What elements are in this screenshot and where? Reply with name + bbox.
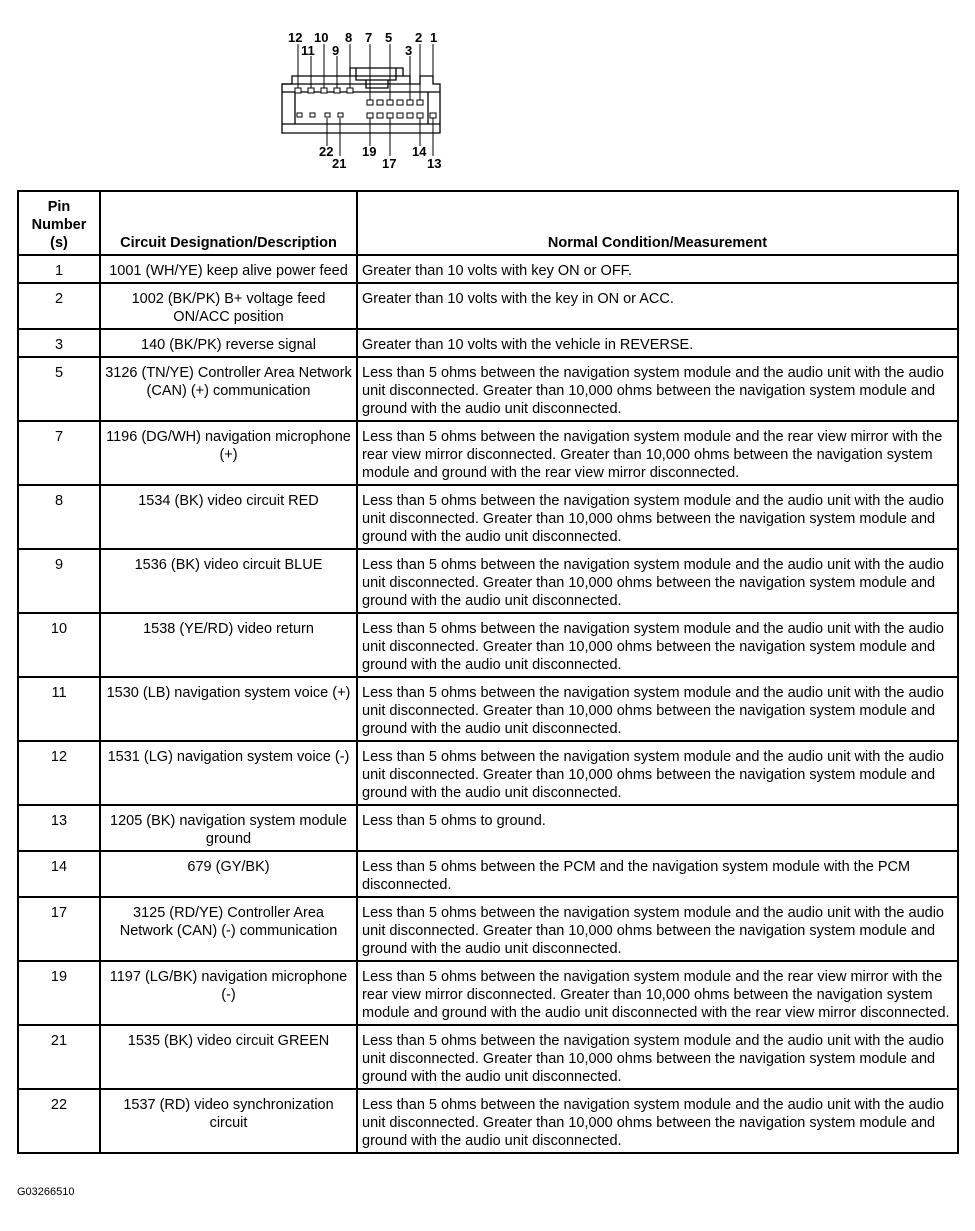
table-row (18, 485, 958, 549)
circuit-cell: 1196 (DG/WH) navigation microphone (+) (100, 421, 357, 485)
pin-cell: 19 (18, 961, 100, 1025)
pin-cell: 10 (18, 613, 100, 677)
table-row (18, 961, 958, 1025)
pin-cell: 22 (18, 1089, 100, 1153)
condition-cell: Less than 5 ohms between the navigation system module and the rear view mirror with the rear view mirror disconnected. Greater than 10,000 ohms between the navigation system module and ground with the rear view mirror disconnected. (357, 421, 958, 485)
condition-cell: Less than 5 ohms between the navigation system module and the audio unit with the audio unit disconnected. Greater than 10,000 ohms between the navigation system module and ground with the audio unit disconnected. (357, 741, 958, 805)
circuit-cell: 1537 (RD) video synchronization circuit (100, 1089, 357, 1153)
pin-label: 17 (382, 156, 397, 171)
pin-cell: 11 (18, 677, 100, 741)
table-row (18, 549, 958, 613)
pin-cell: 17 (18, 897, 100, 961)
pin-label: 3 (405, 43, 413, 58)
pin-cell: 14 (18, 851, 100, 897)
pin-label: 10 (314, 30, 329, 45)
pin-cell: 1 (18, 255, 100, 283)
condition-cell: Less than 5 ohms between the PCM and the navigation system module with the PCM disconnected. (357, 851, 958, 897)
circuit-cell: 1538 (YE/RD) video return (100, 613, 357, 677)
pin-cell: 3 (18, 329, 100, 357)
pin-label: 1 (430, 30, 438, 45)
pin-cell: 12 (18, 741, 100, 805)
condition-cell: Less than 5 ohms between the navigation system module and the audio unit with the audio unit disconnected. Greater than 10,000 ohms between the navigation system module and ground with the audio unit disconnected. (357, 677, 958, 741)
circuit-cell: 1531 (LG) navigation system voice (-) (100, 741, 357, 805)
circuit-cell: 1205 (BK) navigation system module ground (100, 805, 357, 851)
circuit-cell: 1530 (LB) navigation system voice (+) (100, 677, 357, 741)
table-row (18, 805, 958, 851)
table-row (18, 741, 958, 805)
pin-cell: 5 (18, 357, 100, 421)
pin-label: 11 (301, 43, 315, 58)
pin-cell: 13 (18, 805, 100, 851)
circuit-cell: 3125 (RD/YE) Controller Area Network (CAN) (-) communication (100, 897, 357, 961)
condition-cell: Less than 5 ohms between the navigation system module and the audio unit with the audio unit disconnected. Greater than 10,000 ohms between the navigation system module and ground with the audio unit disconnected. (357, 357, 958, 421)
condition-cell: Greater than 10 volts with the key in ON or ACC. (357, 283, 958, 329)
header-pin-number: Pin Number (s) (18, 191, 100, 255)
circuit-cell: 1534 (BK) video circuit RED (100, 485, 357, 549)
table-row (18, 357, 958, 421)
circuit-cell: 1001 (WH/YE) keep alive power feed (100, 255, 357, 283)
pin-cell: 8 (18, 485, 100, 549)
table-row (18, 897, 958, 961)
table-row (18, 421, 958, 485)
pin-label: 5 (385, 30, 393, 45)
pin-label: 13 (427, 156, 442, 171)
circuit-cell: 1197 (LG/BK) navigation microphone (-) (100, 961, 357, 1025)
condition-cell: Less than 5 ohms between the navigation system module and the audio unit with the audio unit disconnected. Greater than 10,000 ohms between the navigation system module and ground with the audio unit disconnected. (357, 549, 958, 613)
connector-diagram (270, 28, 455, 178)
table-row (18, 1089, 958, 1153)
header-condition: Normal Condition/Measurement (357, 191, 958, 255)
condition-cell: Less than 5 ohms between the navigation system module and the audio unit with the audio unit disconnected. Greater than 10,000 ohms between the navigation system module and ground with the audio unit disconnected. (357, 897, 958, 961)
header-circuit: Circuit Designation/Description (100, 191, 357, 255)
condition-cell: Greater than 10 volts with the vehicle in REVERSE. (357, 329, 958, 357)
pin-cell: 7 (18, 421, 100, 485)
pin-cell: 2 (18, 283, 100, 329)
condition-cell: Less than 5 ohms between the navigation system module and the audio unit with the audio unit disconnected. Greater than 10,000 ohms between the navigation system module and ground with the audio unit disconnected. (357, 1025, 958, 1089)
circuit-cell: 679 (GY/BK) (100, 851, 357, 897)
condition-cell: Less than 5 ohms between the navigation system module and the audio unit with the audio unit disconnected. Greater than 10,000 ohms between the navigation system module and ground with the audio unit disconnected. (357, 1089, 958, 1153)
pin-cell: 21 (18, 1025, 100, 1089)
pin-label: 22 (319, 144, 334, 159)
figure-id: G03266510 (17, 1186, 75, 1198)
table-row (18, 329, 958, 357)
table-row (18, 677, 958, 741)
table-row (18, 255, 958, 283)
pin-label: 12 (288, 30, 303, 45)
table-row (18, 851, 958, 897)
pin-cell: 9 (18, 549, 100, 613)
circuit-cell: 1535 (BK) video circuit GREEN (100, 1025, 357, 1089)
pin-label: 9 (332, 43, 340, 58)
table-row (18, 283, 958, 329)
circuit-cell: 140 (BK/PK) reverse signal (100, 329, 357, 357)
pin-label: 21 (332, 156, 347, 171)
pin-table (17, 190, 959, 1154)
table-row (18, 1025, 958, 1089)
condition-cell: Less than 5 ohms to ground. (357, 805, 958, 851)
circuit-cell: 3126 (TN/YE) Controller Area Network (CAN) (+) communication (100, 357, 357, 421)
circuit-cell: 1536 (BK) video circuit BLUE (100, 549, 357, 613)
condition-cell: Less than 5 ohms between the navigation system module and the rear view mirror with the rear view mirror disconnected. Greater than 10,000 ohms between the navigation system module and ground with the audio unit disconnected with the rear view mirror disconnected. (357, 961, 958, 1025)
condition-cell: Greater than 10 volts with key ON or OFF. (357, 255, 958, 283)
condition-cell: Less than 5 ohms between the navigation system module and the audio unit with the audio unit disconnected. Greater than 10,000 ohms between the navigation system module and ground with the audio unit disconnected. (357, 485, 958, 549)
table-row (18, 613, 958, 677)
table-header-row (18, 191, 958, 255)
condition-cell: Less than 5 ohms between the navigation system module and the audio unit with the audio unit disconnected. Greater than 10,000 ohms between the navigation system module and ground with the audio unit disconnected. (357, 613, 958, 677)
pin-label: 2 (415, 30, 423, 45)
pin-label: 19 (362, 144, 377, 159)
pin-label: 14 (412, 144, 427, 159)
circuit-cell: 1002 (BK/PK) B+ voltage feed ON/ACC position (100, 283, 357, 329)
pin-label: 8 (345, 30, 353, 45)
pin-label: 7 (365, 30, 373, 45)
